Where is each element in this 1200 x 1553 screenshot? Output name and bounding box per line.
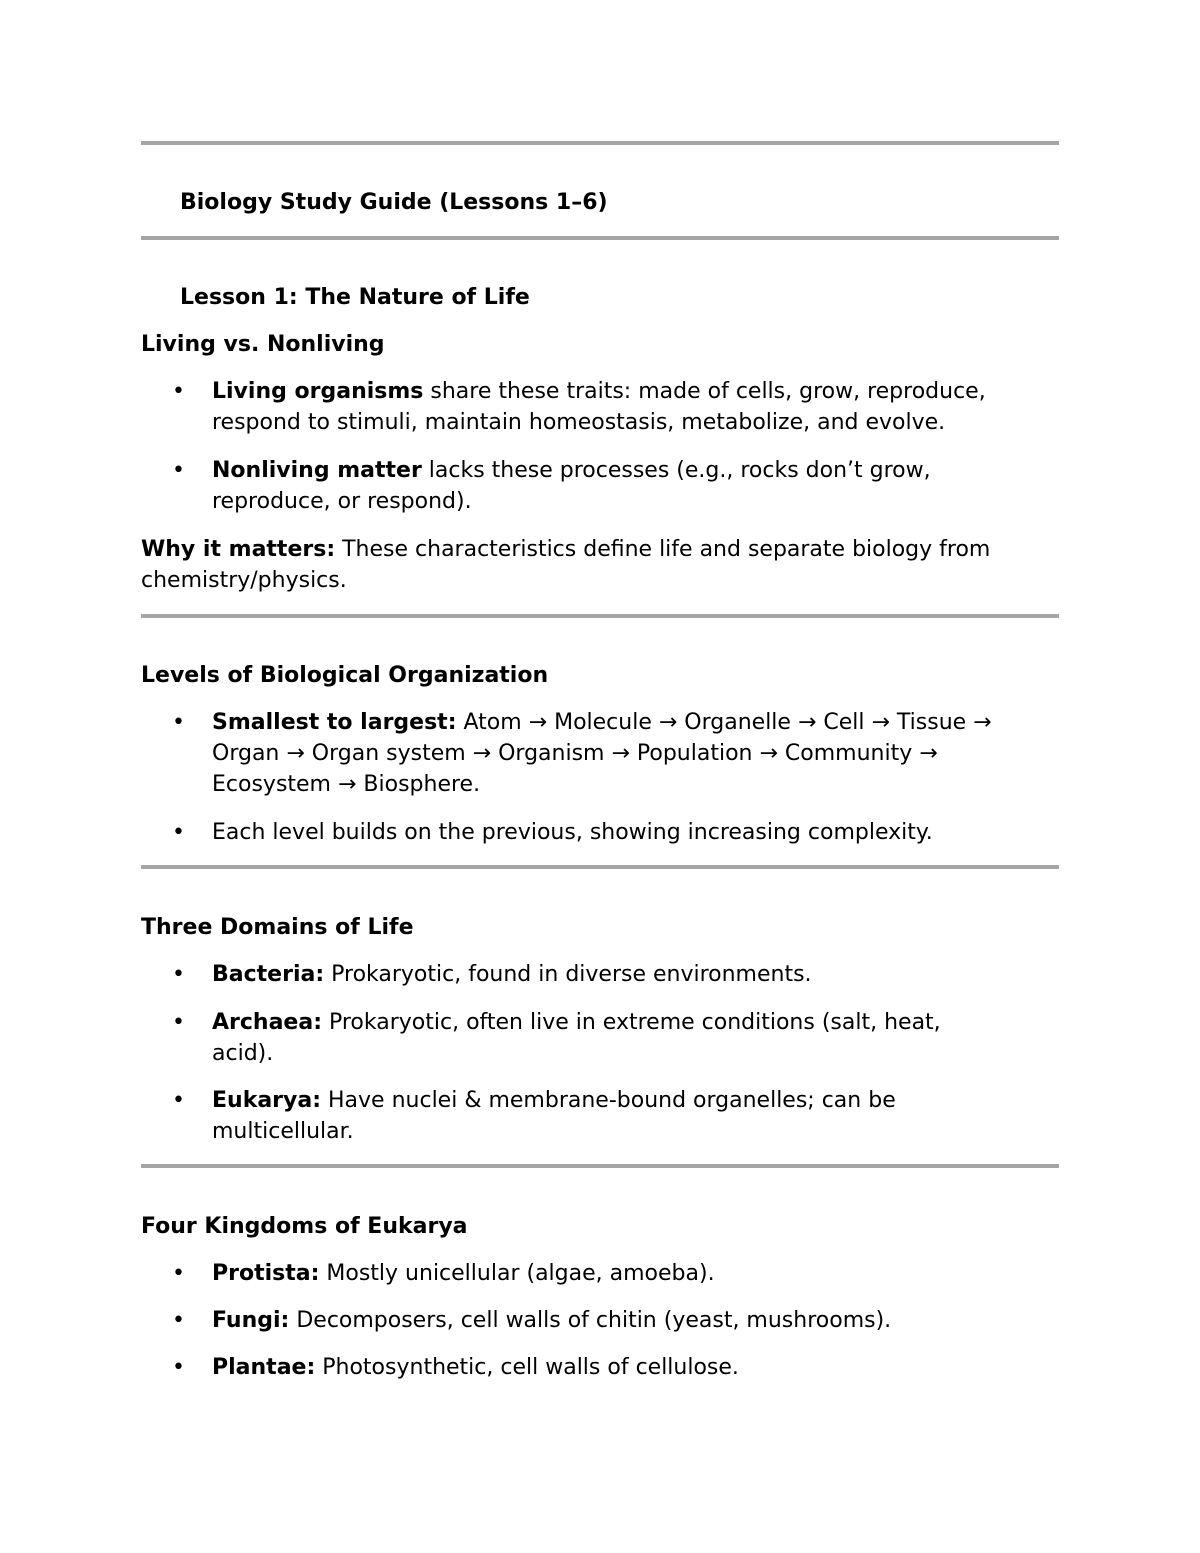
item-text: Prokaryotic, often live in extreme conditions (salt, heat, <box>322 1010 941 1035</box>
bullet-icon: • <box>172 1308 185 1333</box>
bullet-icon: • <box>172 962 185 987</box>
horizontal-rule <box>141 865 1059 869</box>
bullet-icon: • <box>172 710 185 735</box>
section-heading-kingdoms: Four Kingdoms of Eukarya <box>141 1214 468 1239</box>
item-term: Nonliving matter <box>212 458 422 483</box>
section-heading-domains: Three Domains of Life <box>141 915 414 940</box>
item-text: Each level builds on the previous, showing increasing complexity. <box>212 820 933 845</box>
item-text-continued: respond to stimuli, maintain homeostasis, metabolize, and evolve. <box>212 410 946 435</box>
why-text: These characteristics define life and separate biology from <box>335 537 991 562</box>
item-text-continued: Organ → Organ system → Organism → Population → Community → <box>212 741 938 766</box>
horizontal-rule <box>141 236 1059 240</box>
bullet-icon: • <box>172 379 185 404</box>
horizontal-rule <box>141 1164 1059 1168</box>
item-text-continued: acid). <box>212 1041 274 1066</box>
item-term: Living organisms <box>212 379 424 404</box>
item-term: Eukarya: <box>212 1088 322 1113</box>
item-text-continued: Ecosystem → Biosphere. <box>212 772 481 797</box>
item-term: Smallest to largest: <box>212 710 457 735</box>
item-text: Decomposers, cell walls of chitin (yeast, mushrooms). <box>289 1308 892 1333</box>
section-heading-living-vs-nonliving: Living vs. Nonliving <box>141 332 385 357</box>
item-text: lacks these processes (e.g., rocks don’t grow, <box>421 458 931 483</box>
bullet-icon: • <box>172 458 185 483</box>
item-text: Have nuclei & membrane-bound organelles; can be <box>321 1088 896 1113</box>
item-text: Prokaryotic, found in diverse environments. <box>324 962 812 987</box>
lesson-heading: Lesson 1: The Nature of Life <box>180 285 530 310</box>
horizontal-rule <box>141 614 1059 618</box>
item-text: Atom → Molecule → Organelle → Cell → Tissue → <box>456 710 992 735</box>
item-text: Photosynthetic, cell walls of cellulose. <box>315 1355 739 1380</box>
item-term: Archaea: <box>212 1010 322 1035</box>
document-title: Biology Study Guide (Lessons 1–6) <box>180 190 608 215</box>
item-term: Protista: <box>212 1261 320 1286</box>
bullet-icon: • <box>172 1088 185 1113</box>
bullet-icon: • <box>172 1355 185 1380</box>
why-label: Why it matters: <box>141 537 336 562</box>
item-term: Bacteria: <box>212 962 325 987</box>
item-text-continued: reproduce, or respond). <box>212 489 472 514</box>
why-it-matters-paragraph <box>141 534 990 565</box>
bullet-icon: • <box>172 820 185 845</box>
section-heading-levels: Levels of Biological Organization <box>141 663 549 688</box>
bullet-icon: • <box>172 1010 185 1035</box>
bullet-icon: • <box>172 1261 185 1286</box>
why-text-continued: chemistry/physics. <box>141 568 347 593</box>
item-text: share these traits: made of cells, grow, reproduce, <box>423 379 986 404</box>
item-term: Plantae: <box>212 1355 316 1380</box>
horizontal-rule <box>141 141 1059 145</box>
item-term: Fungi: <box>212 1308 290 1333</box>
item-text-continued: multicellular. <box>212 1119 354 1144</box>
item-text: Mostly unicellular (algae, amoeba). <box>319 1261 715 1286</box>
